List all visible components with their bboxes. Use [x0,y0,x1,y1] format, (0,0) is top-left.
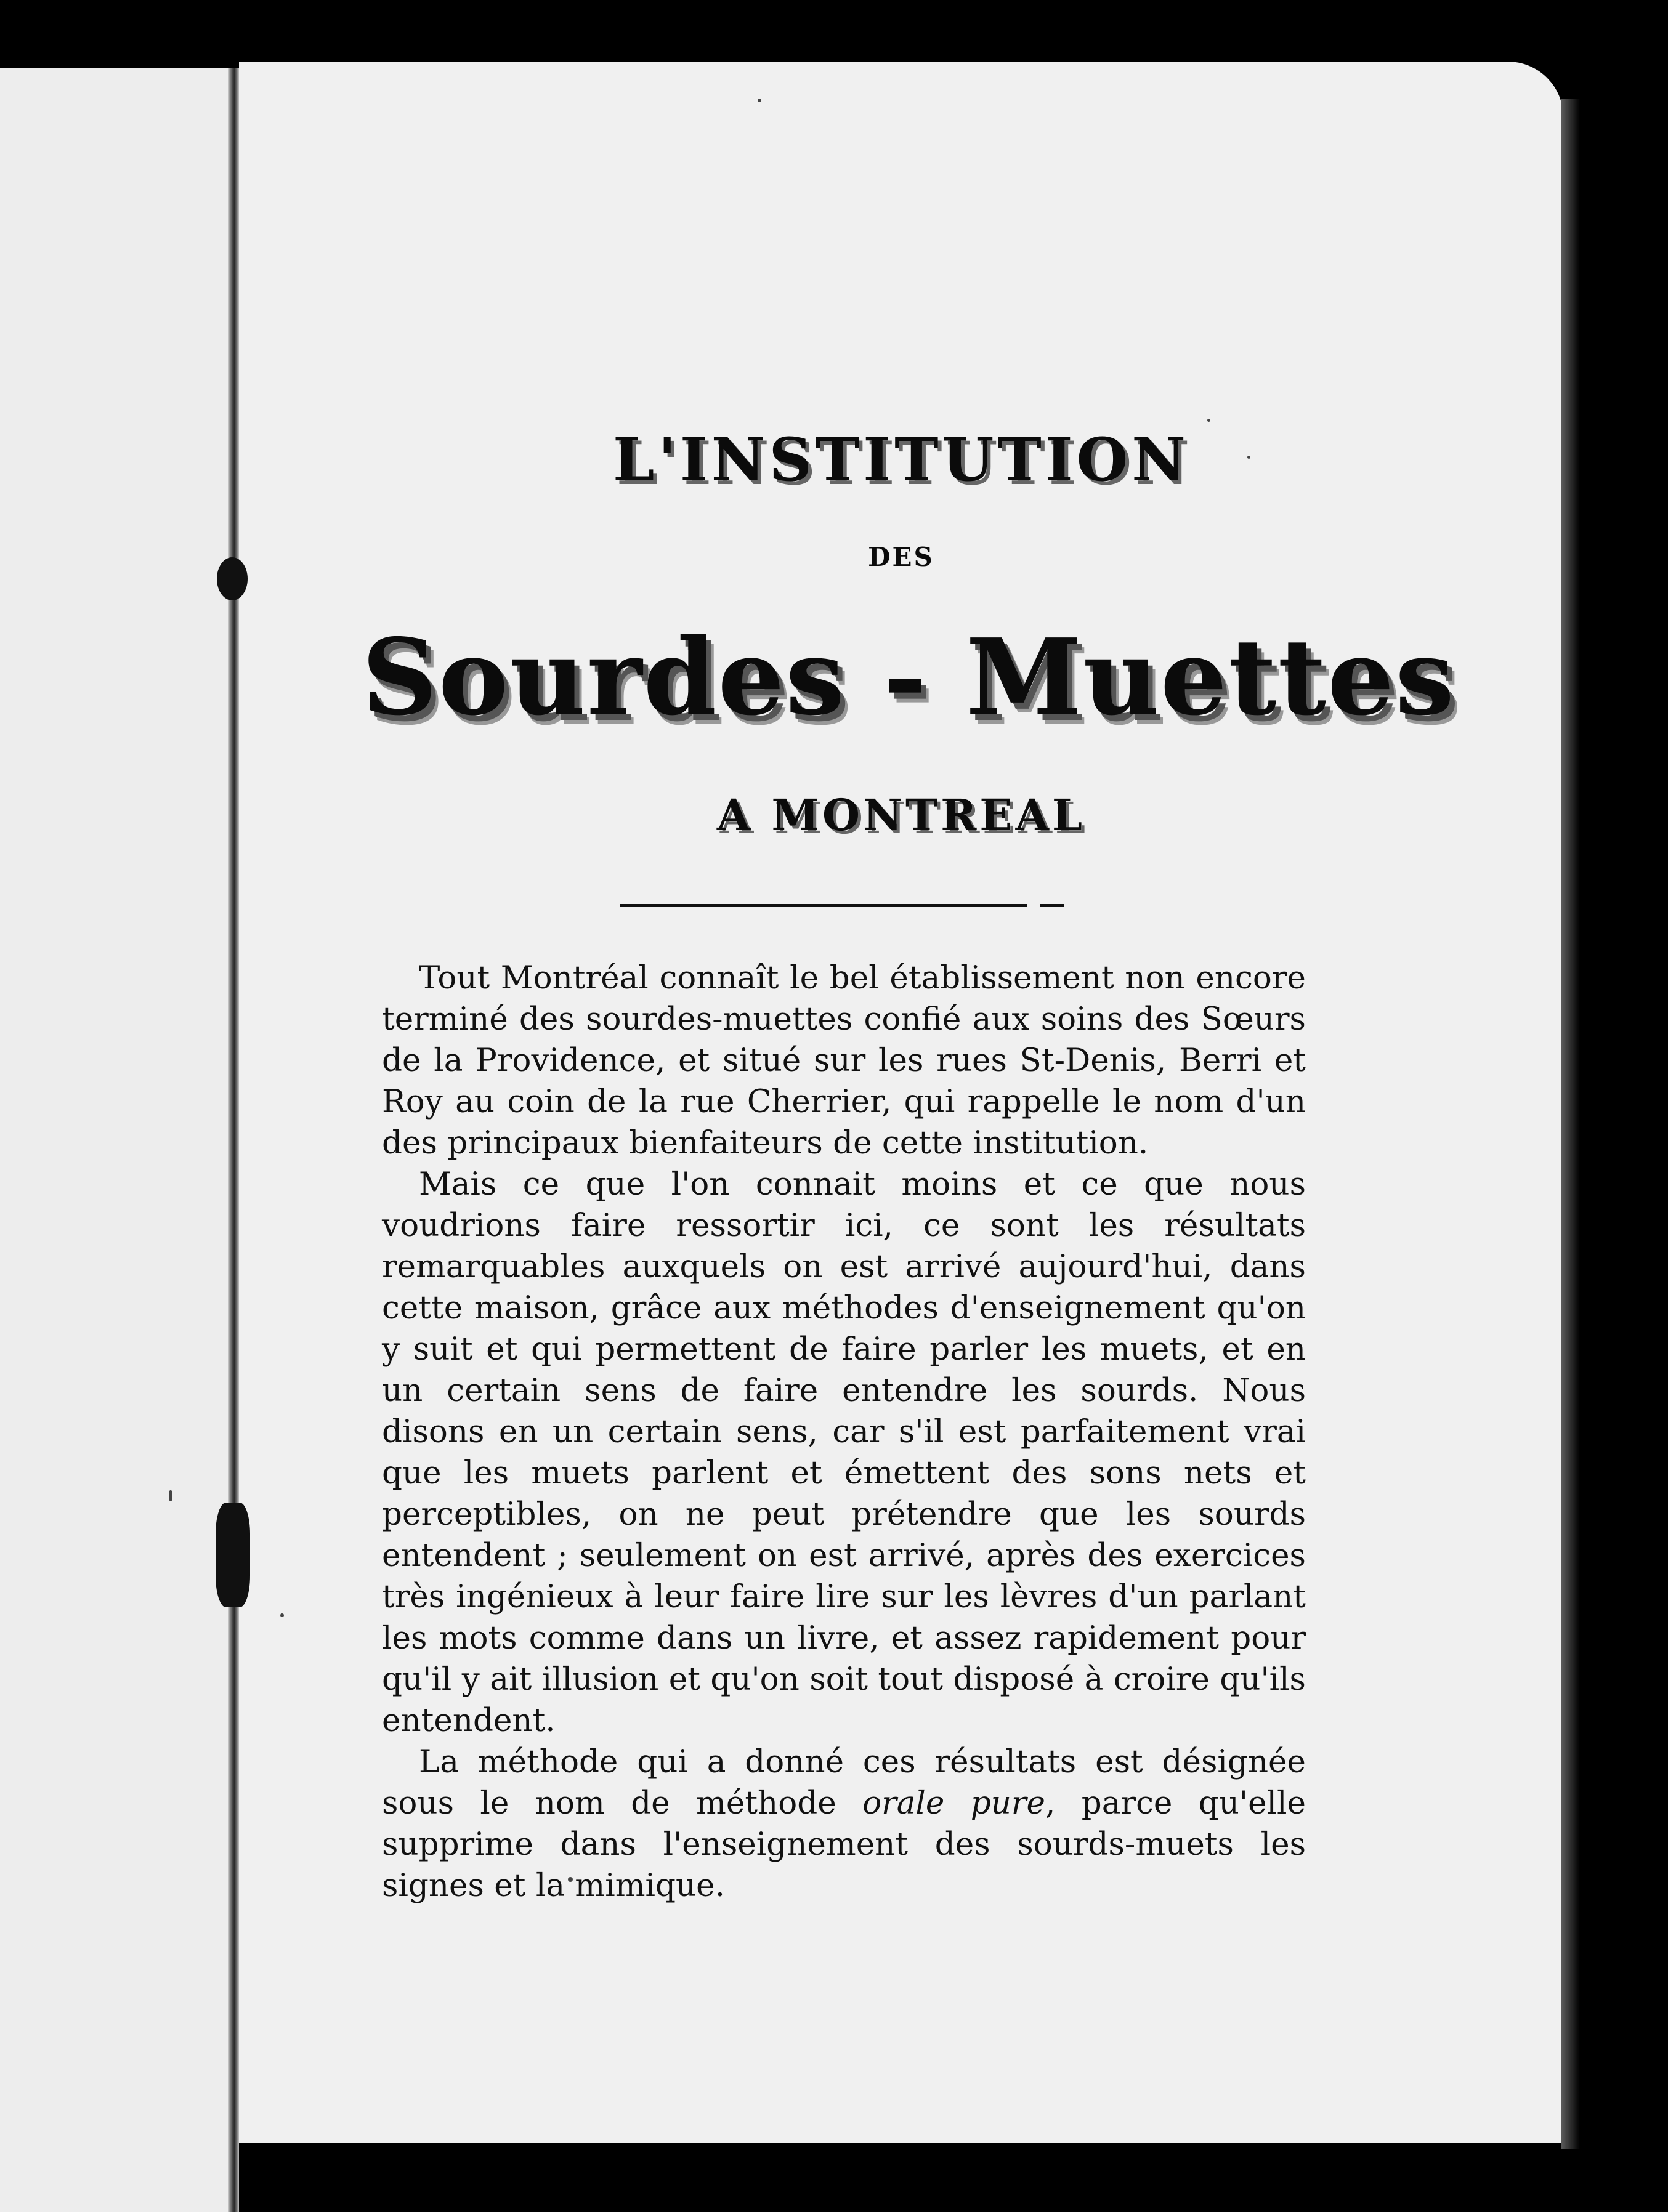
title-institution: L'INSTITUTION [612,425,1190,494]
title-a-montreal: A MONTREAL [716,789,1086,841]
paragraph [382,1742,1306,1907]
binding-stitch [216,1503,250,1607]
paragraph-text: La méthode qui a donné ces résultats est désignée sous le nom de méthode [382,1743,1306,1822]
title-des: DES [868,542,934,572]
page-edge-shadow [1561,99,1580,2149]
binding-gutter [228,68,239,2212]
section-divider [620,904,1027,907]
dust-speck [1207,419,1210,422]
article-body [382,958,1306,1907]
paragraph-text: , parce qu'elle supprime dans l'enseignement des sourds-muets les signes et la mimique. [382,1785,1306,1904]
title-sourdes-muettes: Sourdes - Muettes [362,616,1455,739]
paragraph: Mais ce que l'on connait moins et ce que nous voudrions faire ressortir ici, ce sont les résultats remarquables auxquels on est arrivé aujourd'hui, dans cette maison, grâce aux méthodes d'enseignement qu'on y suit et qui permettent de faire parler les muets, et en un certain sens de faire entendre les sourds. Nous disons en un certain sens, car s'il est parfaitement vrai que les muets parlent et émettent des sons nets et perceptibles, on ne peut prétendre que les sourds entendent ; seulement on est arrivé, après des exercices très ingénieux à leur faire lire sur les lèvres d'un parlant les mots comme dans un livre, et assez rapidement pour qu'il y ait illusion et qu'on soit tout disposé à croire qu'ils entendent. [382,1166,1306,1739]
dust-speck [280,1613,284,1617]
dust-speck [758,99,761,102]
section-divider-tail [1040,904,1064,907]
paragraph: Tout Montréal connaît le bel établissement non encore terminé des sourdes-muettes confié aux soins des Sœurs de la Providence, et situé sur les rues St-Denis, Berri et Roy au coin de la rue Cherrier, qui rappelle le nom d'un des principaux bienfaiteurs de cette institution. [382,959,1306,1161]
emphasis-orale-pure: orale pure [862,1785,1045,1822]
left-page-edge [0,68,233,2212]
dust-speck [169,1490,172,1501]
